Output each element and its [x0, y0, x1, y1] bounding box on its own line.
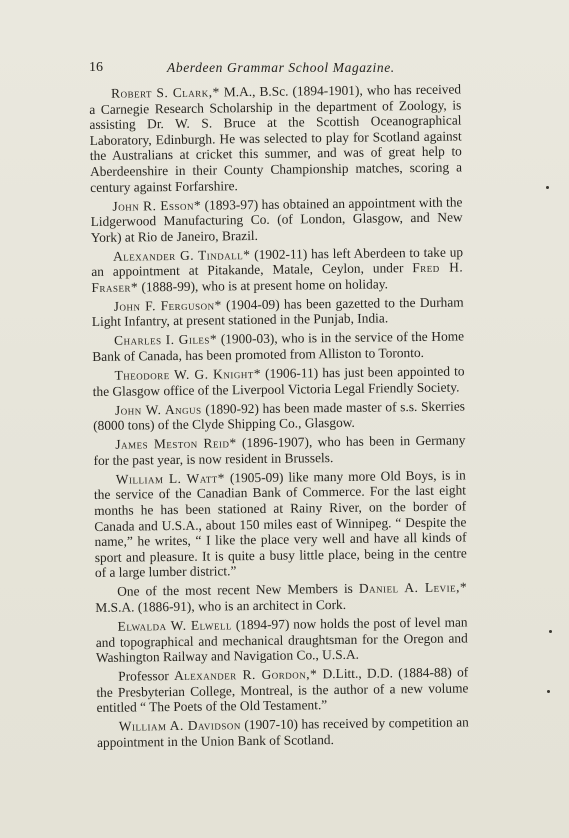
- item-text: M.S.A. (1886-91), who is an architect in Cork.: [95, 596, 347, 615]
- news-item-giles: [92, 329, 464, 365]
- person-name: Charles I. Giles*: [114, 331, 218, 349]
- person-name: John W. Angus: [114, 401, 202, 418]
- person-name: Elwalda W. Elwell: [117, 617, 232, 634]
- news-item-ferguson: [92, 294, 464, 330]
- person-name: Theodore W. G. Knight*: [114, 365, 262, 383]
- news-item-tindall: [91, 244, 464, 295]
- item-text: (1902-11) has left Aberdeen to take up an appointment at Pitakande, Matale, Ceylon, under: [91, 244, 464, 280]
- ink-speck: [549, 630, 552, 633]
- item-text-secondary: (1888-99), who is at present home on holiday.: [138, 276, 388, 295]
- item-text: (1904-09) has been gazetted to the Durham Light Infantry, at present stationed in the Punjab, India.: [91, 294, 464, 330]
- person-name: John F. Ferguson*: [113, 297, 222, 314]
- item-text: (1900-03), who is in the service of the Home Bank of Canada, has been promoted from Alliston to Toronto.: [92, 328, 465, 365]
- page-header: [89, 60, 489, 80]
- item-text: M.A., B.Sc. (1894-1901), who has received a Carnegie Research Scholarship in the department of Zoology, is assisting Dr. W. S. Bruce at the Scottish Oceanographical Laboratory, Edinburgh. He was selected to play for Scotland against the Australians at cricket this summer, and was of great help to Aberdeenshire in their County Championship matches, scoring a century against Forfarshire.: [89, 81, 463, 195]
- person-name: William L. Watt*: [115, 470, 226, 487]
- news-item-esson: [90, 194, 463, 245]
- news-item-watt: [94, 467, 467, 581]
- item-text: (1894-97) now holds the post of level man and topographical and mechanical draughtsman for the Oregon and Washington Railway and Navigation Co., U.S.A.: [95, 614, 468, 666]
- running-title: Aberdeen Grammar School Magazine.: [167, 60, 395, 75]
- person-name: John R. Esson*: [112, 197, 202, 214]
- news-item-elwell: [96, 614, 469, 665]
- news-item-levie: [95, 580, 467, 616]
- news-item-gordon: [96, 664, 469, 715]
- person-name-secondary: Fred H. Fraser*: [91, 259, 464, 295]
- item-text: (1896-1907), who has been in Germany for the past year, is now resident in Brussels.: [93, 432, 466, 468]
- ink-speck: [547, 690, 550, 693]
- news-item-angus: [93, 398, 465, 434]
- item-text: (1907-10) has received by competition an appointment in the Union Bank of Scotland.: [96, 714, 469, 750]
- news-item-clark: [89, 81, 462, 195]
- news-item-davidson: [97, 715, 469, 751]
- item-lead-text: One of the most recent New Members is: [117, 581, 359, 600]
- item-text: (1905-09) like many more Old Boys, is in the service of the Canadian Bank of Commerce. For the last eight months he has been stationed at Rainy River, on the border of Canada and U.S.A., about 150 miles east of Winnipeg. “ Despite the name,” he writes, “ I like the place very well and have all kinds of sport and pleasure. It is quite a busy little place, being in the centre of a large lumber district.”: [93, 467, 467, 581]
- person-name: Robert S. Clark,*: [110, 84, 220, 101]
- news-column: [89, 81, 469, 753]
- person-name: Daniel A. Levie,*: [358, 579, 468, 597]
- person-name: Alexander R. Gordon,*: [173, 666, 318, 684]
- person-name: William A. Davidson: [118, 717, 241, 734]
- ink-speck: [546, 186, 549, 189]
- news-item-reid: [93, 433, 465, 469]
- item-text: (1890-92) has been made master of s.s. Skerries (8000 tons) of the Clyde Shipping Co., Glasgow.: [93, 398, 466, 434]
- person-name: James Meston Reid*: [115, 435, 237, 452]
- person-name: Alexander G. Tindall*: [112, 246, 251, 264]
- item-text: (1906-11) has just been appointed to the Glasgow office of the Liverpool Victoria Legal Friendly Society.: [92, 363, 465, 399]
- item-text: D.Litt., D.D. (1884-88) of the Presbyterian College, Montreal, is the author of a new volume entitled “ The Poets of the Old Testament.”: [96, 664, 469, 716]
- item-lead-text: Professor: [118, 668, 175, 684]
- news-item-knight: [92, 363, 464, 399]
- page-number: 16: [89, 60, 103, 75]
- item-text: (1893-97) has obtained an appointment with the Lidgerwood Manufacturing Co. (of London, Glasgow, and New York) at Rio de Janeiro, Brazil.: [90, 193, 463, 245]
